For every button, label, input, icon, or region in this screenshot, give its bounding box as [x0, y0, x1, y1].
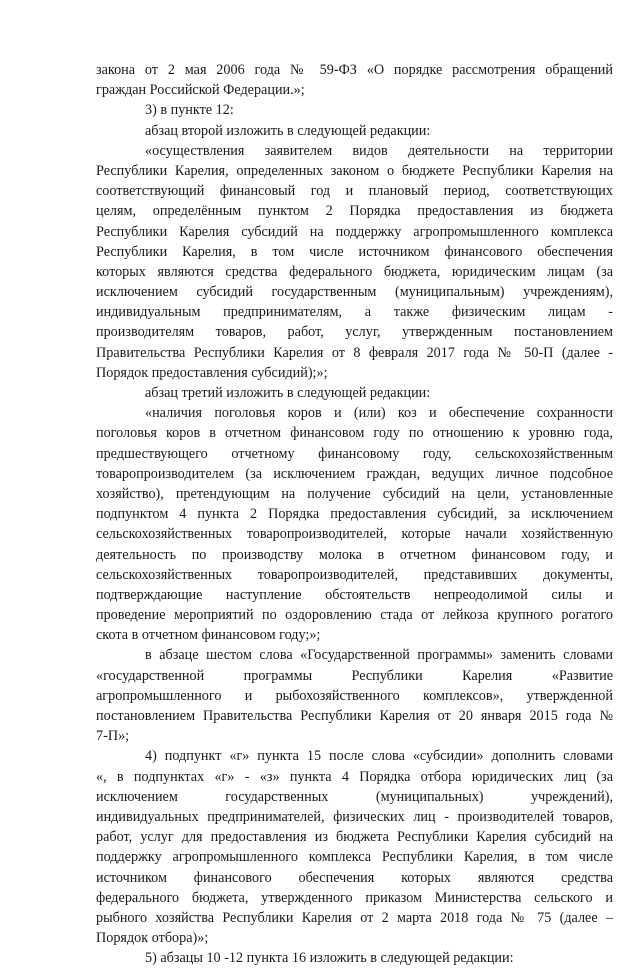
document-text-line: подпунктом 4 пункта 2 Порядка предоставления субсидий, за исключением — [96, 506, 613, 523]
document-text-line: товаропроизводителем (за исключением граждан, ведущих личное подсобное — [96, 465, 613, 482]
document-text-line: 5) абзацы 10 -12 пункта 16 изложить в следующей редакции: — [145, 950, 514, 967]
document-text-line: исключением государственных (муниципальных) учреждений), — [96, 788, 613, 805]
document-text-line: Республики Карелия, определенных законом о бюджете Республики Карелия на — [96, 162, 613, 179]
document-text-line: производителям товаров, работ, услуг, утвержденным постановлением — [96, 324, 613, 341]
document-text-line: Порядок предоставления субсидий);»; — [96, 364, 328, 381]
document-text-line: поддержку агропромышленного комплекса Республики Карелия, в том числе — [96, 849, 613, 866]
document-text-line: Республики Карелия субсидий на поддержку агропромышленного комплекса — [96, 223, 613, 240]
document-text-line: постановлением Правительства Республики Карелия от 20 января 2015 года № — [96, 708, 613, 724]
document-text-line: граждан Российской Федерации.»; — [96, 82, 305, 99]
document-text-line: индивидуальным предпринимателям, а также физическим лицам - — [96, 304, 613, 321]
document-text-line: проведение мероприятий по оздоровлению стада от лейкоза крупного рогатого — [96, 607, 613, 624]
document-text-line: Республики Карелия, в том числе источником финансового обеспечения — [96, 243, 613, 260]
document-text-line: предшествующего отчетному финансовому году, сельскохозяйственным — [96, 445, 613, 462]
document-text-line: 4) подпункт «г» пункта 15 после слова «субсидии» дополнить словами — [145, 748, 613, 765]
document-text-line: абзац второй изложить в следующей редакции: — [145, 122, 431, 139]
document-text-line: «государственной программы Республики Карелия «Развитие — [96, 667, 613, 684]
document-page — [96, 60, 613, 968]
document-text-line: федерального бюджета, утвержденного приказом Министерства сельского и — [96, 889, 613, 906]
document-text-line: хозяйство), претендующим на получение субсидий на цели, установленные — [96, 485, 613, 502]
document-text-line: подтверждающие наступление обстоятельств непреодолимой силы и — [96, 586, 613, 603]
document-text-line: сельскохозяйственных товаропроизводителей, представивших документы, — [96, 566, 613, 583]
document-text-line: которых являются средства федерального бюджета, юридическим лицам (за — [96, 263, 613, 280]
document-text-line: целям, определённым пунктом 2 Порядка предоставления из бюджета — [96, 203, 613, 220]
document-text-line: абзац третий изложить в следующей редакции: — [145, 385, 431, 401]
document-text-line: агропромышленного и рыбохозяйственного комплексов», утвержденной — [96, 687, 613, 704]
document-text-line: 3) в пункте 12: — [145, 102, 234, 119]
document-text-line: «, в подпунктах «г» - «з» пункта 4 Порядка отбора юридических лиц (за — [96, 768, 613, 785]
document-text-line: скота в отчетном финансовом году;»; — [96, 627, 321, 644]
document-text-line: исключением субсидий государственным (муниципальным) учреждениям), — [96, 284, 613, 301]
document-text-line: «наличия поголовья коров и (или) коз и обеспечение сохранности — [145, 405, 613, 422]
document-text-line: в абзаце шестом слова «Государственной программы» заменить словами — [145, 647, 613, 664]
document-text-line: поголовья коров в отчетном финансовом году по отношению к уровню года, — [96, 425, 613, 442]
document-text-line: Правительства Республики Карелия от 8 февраля 2017 года № 50-П (далее - — [96, 344, 613, 361]
document-text-line: «осуществления заявителем видов деятельности на территории — [145, 142, 613, 159]
document-text-line: Порядок отбора)»; — [96, 930, 209, 947]
document-text-line: индивидуальных предпринимателей, физических лиц - производителей товаров, — [96, 808, 613, 825]
document-text-line: деятельность по производству молока в отчетном финансовом году, и — [96, 546, 613, 563]
document-text-line: закона от 2 мая 2006 года № 59-ФЗ «О порядке рассмотрения обращений — [96, 62, 613, 78]
document-text-line: соответствующий финансовый год и плановый период, соответствующих — [96, 183, 613, 200]
document-text-line: рыбного хозяйства Республики Карелия от 2 марта 2018 года № 75 (далее – — [96, 909, 613, 926]
document-text-line: 7-П»; — [96, 728, 130, 745]
document-text-line: работ, услуг для предоставления из бюджета Республики Карелия субсидий на — [96, 829, 613, 846]
document-text-line: сельскохозяйственных товаропроизводителей, которые начали хозяйственную — [96, 526, 613, 543]
document-text-line: источником финансового обеспечения которых являются средства — [96, 869, 613, 886]
